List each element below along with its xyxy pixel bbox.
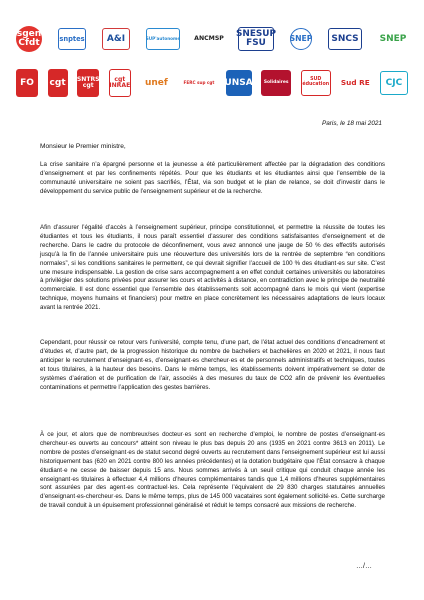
org-logo: SUD éducation	[301, 70, 331, 96]
org-logo: cgt INRAE	[109, 69, 131, 97]
org-logo: SUP'autonome	[146, 28, 180, 50]
paragraph-4: À ce jour, et alors que de nombreux/ses docteur·es sont en recherche d’emploi, le nombre de postes d’enseignant·es chercheur·es ouverts au concours* atteint son niveau le plus bas depuis 20 ans (1935 en 2021 contre 3613 en 2011). Le nombre de postes d’enseignant·es de statut second degré ouverts au recrutement dans l’enseignement supérieur est lui aussi historiquement bas (620 en 2021 contre 800 les années précédentes) et la dotation budgétaire que l’État consacre à chaque étudiant·e ne cesse de baisser depuis 15 ans. Nous sommes arrivés à un seuil critique qui conduit chaque année les enseignant·es titulaires à effectuer 4,4 millions d’heures complémentaires tandis que 1,4 millions d’heures supplémentaires sont assurées par des agent·es contractuel·les. Cela représente l’équivalent de 29 830 charges statutaires annuelles d’enseignant·es-chercheur·es. Dans le même temps, plus de 145 000 vacataires sont également sollicité·es. Cette surcharge de travail conduit à un épuisement professionnel généralisé et réduit le temps consacré aux missions de recherche.	[40, 431, 385, 510]
page-continuation: …/…	[356, 563, 372, 570]
org-logo: FO	[16, 69, 38, 97]
paragraph-3: Cependant, pour réussir ce retour vers l’université, compte tenu, d’une part, de l’état actuel des conditions d’encadrement et d’études et, d’autre part, de la progression historique du nombre de bacheliers et bachelières en 2020 et 2021, il nous faut anticiper le recrutement d’enseignant·es, d’enseignant·es chercheur·es et de personnels administratifs et techniques, toutes et tous titulaires, à la hauteur des besoins. Dans le même temps, les établissements doivent impérativement se doter de systèmes d’aération et de purification de l’air, associés à des mesures du taux de CO2 afin de prévenir les éventuelles contaminations et permettre l’application des gestes barrières.	[40, 339, 385, 391]
org-logo: SNTRS cgt	[77, 69, 99, 97]
org-logo: sgen Cfdt	[16, 26, 42, 52]
logo-row-1	[16, 20, 408, 58]
salutation: Monsieur le Premier ministre,	[40, 143, 126, 150]
org-logo: cgt	[48, 69, 68, 97]
org-logo: unef	[140, 73, 172, 93]
org-logo: SNEP	[378, 29, 408, 49]
org-logo: CJC	[380, 71, 408, 95]
org-logo: snptes	[58, 28, 86, 50]
org-logo: Solidaires	[261, 70, 291, 96]
org-logo: SNESUP FSU	[238, 27, 274, 51]
org-logo: FERC sup cgt	[182, 74, 216, 92]
letter-date: Paris, le 18 mai 2021	[321, 120, 382, 127]
org-logo: Sud RE	[340, 71, 370, 95]
paragraph-1: La crise sanitaire n’a épargné personne et la jeunesse a été particulièrement affectée par la dégradation des conditions d’enseignement et par les confinements répétés. Pour que les étudiants et les étudiantes ainsi que l’ensemble de la communauté universitaire ne soient pas sacrifiés, l’État, via son budget et le plan de relance, se doit d’investir dans le développement du service public de l’enseignement supérieur et de la recherche.	[40, 161, 385, 195]
org-logo: A&I	[102, 28, 130, 50]
logo-row-2	[16, 64, 408, 102]
org-logo: UNSA	[226, 70, 252, 96]
org-logo: ANCMSP	[196, 31, 222, 47]
org-logo: SNEP	[290, 28, 312, 50]
paragraph-2: Afin d’assurer l’égalité d’accès à l’enseignement supérieur, principe constitutionnel, et permettre la réussite de toutes les étudiantes et tous les étudiants, il nous paraît essentiel d’assurer des conditions satisfaisantes d’enseignement et de recherche. Dans le cadre du protocole de déconfinement, vous avez annoncé une jauge de 50 % des effectifs autorisés jusqu’à la fin de l’année universitaire puis une réouverture des universités lors de la rentrée de septembre “en conditions normales”, si les conditions sanitaires le permettent, ce qui devrait signifier l’accueil de 100 % des étudiant·es sur site. C’est une mesure indispensable. La gestion de crise sans accompagnement a en effet conduit certaines universités ou laboratoires à privilégier des solutions privées pour assurer les cours et activités à distance, en contradiction avec le principe de neutralité commerciale. Il est donc essentiel que l’ensemble des établissements soit accompagné dans le mois qui vient (expertise technique, moyens humains et financiers) pour mettre en place concrètement les nécessaires adaptations de leurs locaux avant la rentrée 2021.	[40, 224, 385, 312]
logo-banner	[16, 20, 408, 102]
org-logo: SNCS	[328, 28, 362, 50]
